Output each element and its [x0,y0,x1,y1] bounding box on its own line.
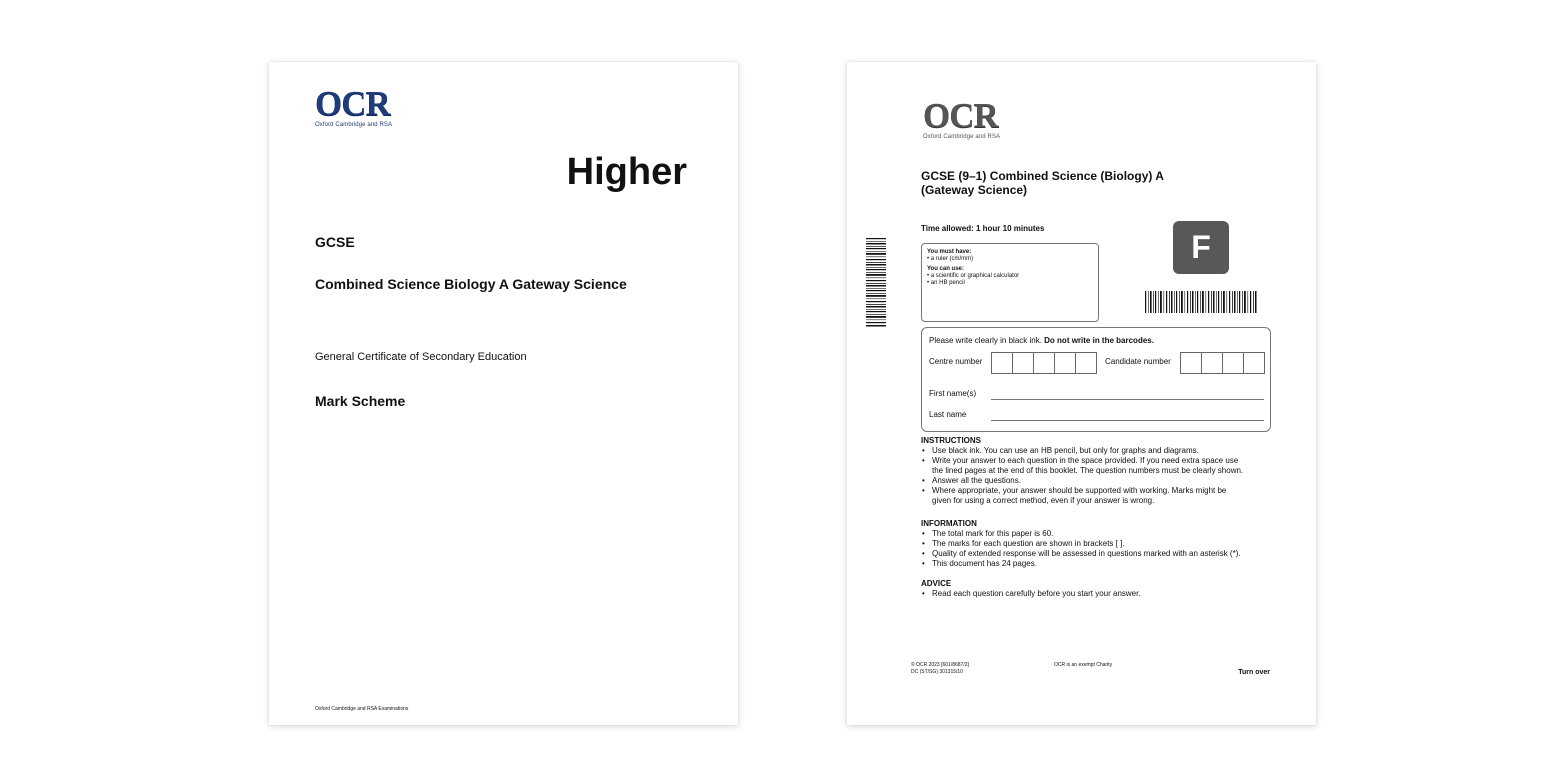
copyright-footer: © OCR 2023 [601/8687/2] DC (ST/SG) 301315/10 [911,662,969,675]
time-allowed: Time allowed: 1 hour 10 minutes [921,224,1045,233]
candidate-number-cell[interactable] [1243,352,1265,374]
ocr-logo-subtitle: Oxford Cambridge and RSA [315,122,393,128]
centre-number-cell[interactable] [1012,352,1034,374]
mark-scheme-cover-page [269,62,738,725]
centre-number-cell[interactable] [1075,352,1097,374]
advice-heading: ADVICE [921,579,952,588]
centre-number-cell[interactable] [1033,352,1055,374]
question-paper-cover-page [847,62,1316,725]
certificate-name: General Certificate of Secondary Education [315,351,527,363]
information-item: • The total mark for this paper is 60. [921,529,1241,539]
instruction-item: • Use black ink. You can use an HB pencil, but only for graphs and diagrams. [921,446,1243,456]
centre-number-label: Centre number [929,357,983,366]
ocr-logo-mark: OCR [923,96,998,135]
subject-title: Combined Science Biology A Gateway Science [315,276,627,292]
barcode-icon [1145,291,1257,315]
ocr-logo-mark: OCR [315,84,390,123]
ocr-logo [923,98,1000,140]
paper-title-line-2: (Gateway Science) [921,183,1028,197]
centre-number-cell[interactable] [1054,352,1076,374]
ocr-logo-subtitle: Oxford Cambridge and RSA [923,134,1001,140]
instruction-item: • Where appropriate, your answer should be supported with working. Marks might be [921,486,1243,496]
document-type-label: Mark Scheme [315,393,406,409]
can-use-item: • a scientific or graphical calculator [927,273,1020,279]
candidate-number-cell[interactable] [1201,352,1223,374]
instruction-item: the lined pages at the end of this booklet. The question numbers must be clearly shown. [932,466,1244,475]
can-use-item: • an HB pencil [927,280,965,286]
turn-over-label: Turn over [1238,669,1270,676]
information-heading: INFORMATION [921,519,977,528]
first-name-field[interactable] [991,399,1264,400]
first-name-label: First name(s) [929,389,977,398]
last-name-label: Last name [929,410,967,419]
candidate-box-instruction: Please write clearly in black ink. Do not write in the barcodes. [929,336,1154,345]
advice-item: • Read each question carefully before you start your answer. [921,589,1141,599]
candidate-number-cell[interactable] [1180,352,1202,374]
tier-heading: Higher [566,151,687,193]
page-footer: Oxford Cambridge and RSA Examinations [315,706,409,712]
charity-footer: OCR is an exempt Charity [1054,662,1113,668]
instructions-heading: INSTRUCTIONS [921,436,981,445]
ocr-logo [315,86,392,128]
tier-letter-badge: F [1173,221,1229,274]
equipment-box [921,243,1099,322]
candidate-number-cell[interactable] [1222,352,1244,374]
information-item: • This document has 24 pages. [921,559,1241,569]
side-barcode-icon [866,238,886,328]
instruction-item: • Write your answer to each question in the space provided. If you need extra space use [921,456,1243,466]
candidate-number-label: Candidate number [1105,357,1171,366]
centre-number-cell[interactable] [991,352,1013,374]
instruction-item: • Answer all the questions. [921,476,1243,486]
must-have-heading: You must have: [927,249,972,255]
candidate-details-box [921,327,1271,432]
instruction-item: given for using a correct method, even if your answer is wrong. [932,496,1155,505]
advice-section [921,579,1141,599]
centre-number-field[interactable] [992,352,1097,374]
can-use-heading: You can use: [927,266,964,272]
paper-title-line-1: GCSE (9–1) Combined Science (Biology) A [921,169,1164,183]
information-section [921,519,1241,569]
last-name-field[interactable] [991,420,1264,421]
information-item: • Quality of extended response will be assessed in questions marked with an asterisk (*). [921,549,1241,559]
must-have-item: • a ruler (cm/mm) [927,256,974,262]
qualification-label: GCSE [315,234,355,250]
instructions-section [921,436,1243,506]
information-item: • The marks for each question are shown in brackets [ ]. [921,539,1241,549]
candidate-number-field[interactable] [1181,352,1265,374]
